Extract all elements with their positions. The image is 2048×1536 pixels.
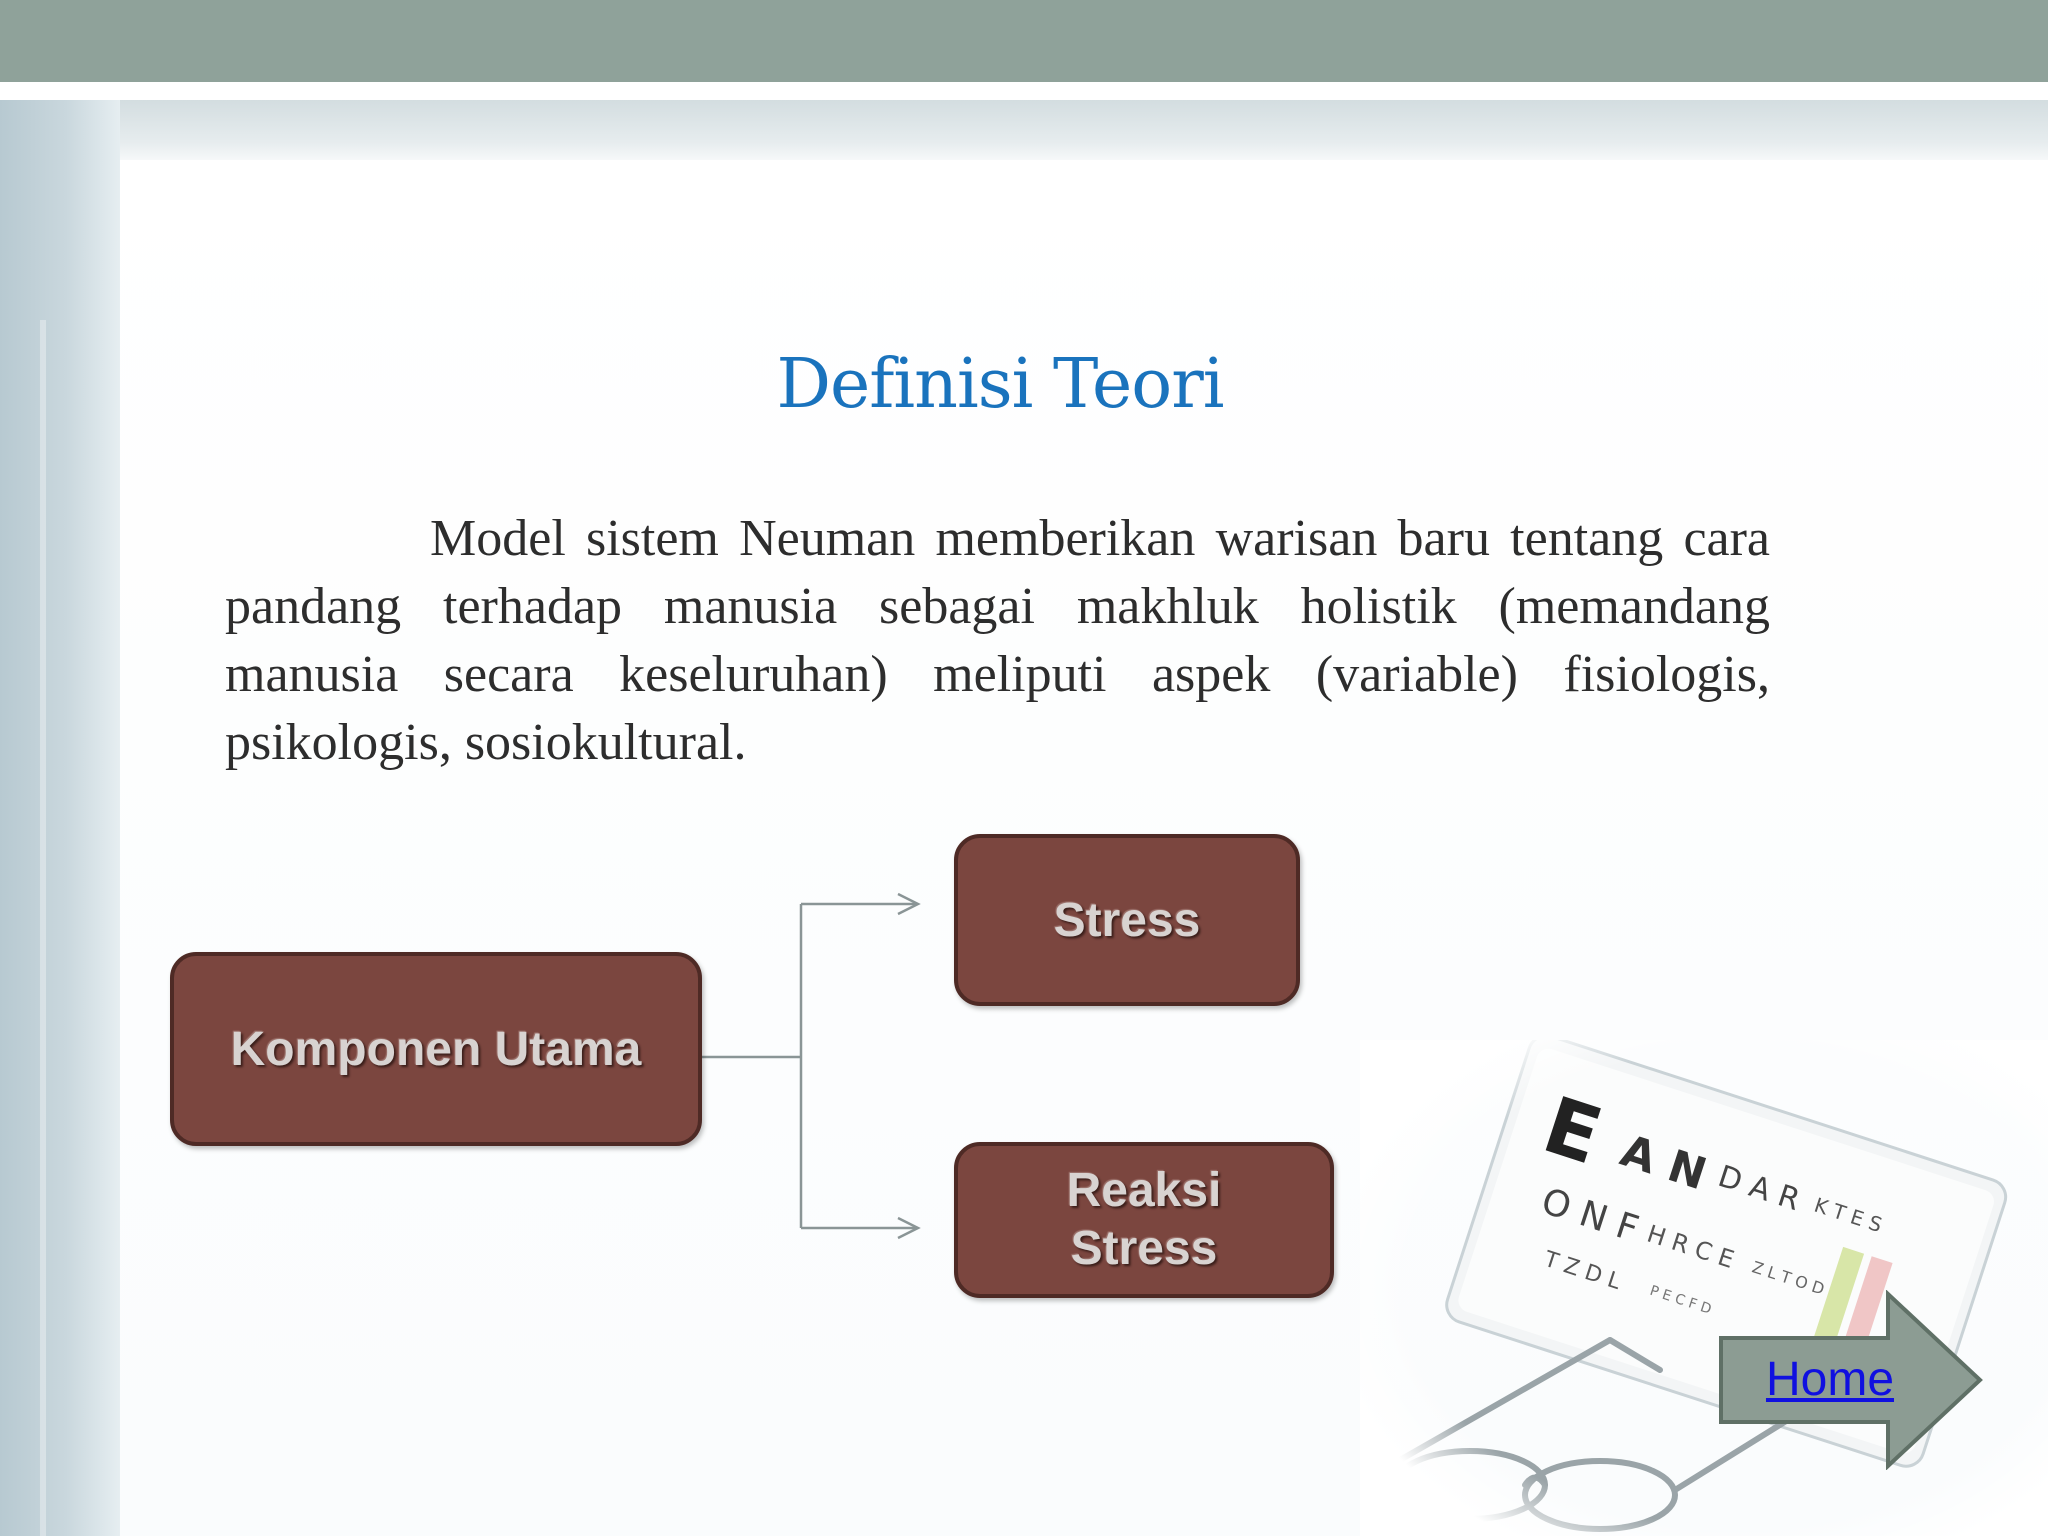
box-stress-label: Stress	[1053, 893, 1201, 947]
box-reaksi-label-line1: Reaksi	[1066, 1164, 1222, 1217]
box-reaksi-stress	[954, 1142, 1334, 1298]
definition-paragraph: Model sistem Neuman memberikan warisan baru tentang cara pandang terhadap manusia sebagai makhluk holistik (memandang manusia secara keseluruhan) meliputi aspek (variable) fisiologis, psikologis, sosiokultural.	[225, 510, 1770, 771]
home-link[interactable]: Home	[1765, 1353, 1895, 1406]
box-komponen-utama	[170, 952, 702, 1146]
box-reaksi-label-line2: Stress	[1070, 1222, 1218, 1275]
slide-title: Definisi Teori	[776, 345, 1224, 424]
box-komponen-utama-label: Komponen Utama	[230, 1022, 642, 1076]
box-stress	[954, 834, 1300, 1006]
